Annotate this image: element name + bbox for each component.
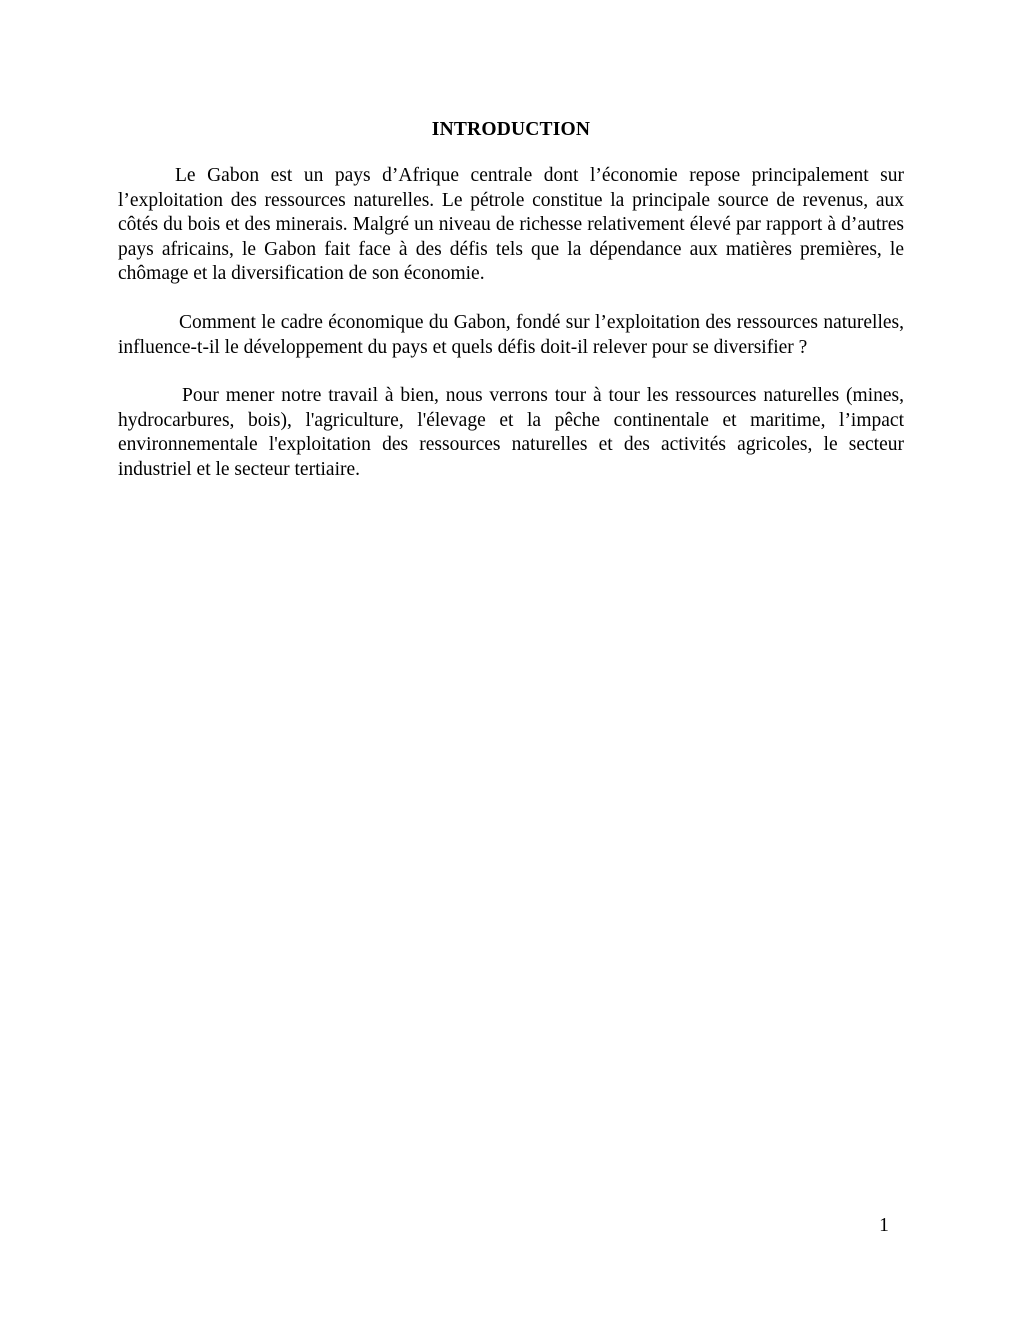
page-number: 1 bbox=[879, 1215, 889, 1236]
paragraph-2: Comment le cadre économique du Gabon, fondé sur l’exploitation des ressources naturelles, influence-t-il le développement du pays et quels défis doit-il relever pour se diversifier ? bbox=[118, 311, 904, 358]
page-title: INTRODUCTION bbox=[431, 119, 591, 140]
paragraph-3: Pour mener notre travail à bien, nous verrons tour à tour les ressources naturelles (mines, hydrocarbures, bois), l'agriculture, l'élevage et la pêche continentale et maritime, l’impact environnementale l'exploitation des ressources naturelles et des activités agricoles, le secteur industriel et le secteur tertiaire. bbox=[118, 385, 904, 480]
paragraph-1: Le Gabon est un pays d’Afrique centrale dont l’économie repose principalement sur l’exploitation des ressources naturelles. Le pétrole constitue la principale source de revenus, aux côtés du bois et des minerais. Malgré un niveau de richesse relativement élevé par rapport à d’autres pays africains, le Gabon fait face à des défis tels que la dépendance aux matières premières, le chômage et la diversification de son économie. bbox=[118, 165, 904, 285]
document-body bbox=[118, 0, 904, 483]
